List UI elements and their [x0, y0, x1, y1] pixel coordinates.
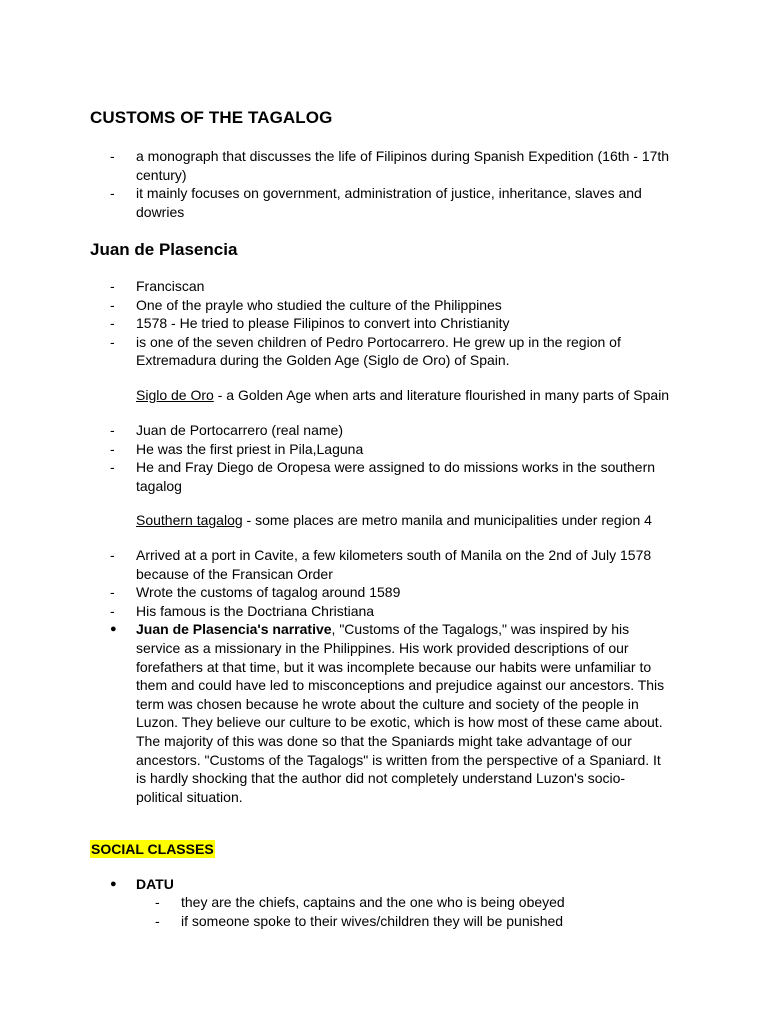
author-facts-list-2 [110, 421, 670, 495]
note-siglo-de-oro: Siglo de Oro - a Golden Age when arts and literature flourished in many parts of Spain [136, 387, 670, 403]
list-item: - if someone spoke to their wives/children they will be punished [155, 913, 564, 929]
list-item: - One of the prayle who studied the culture of the Philippines [110, 296, 502, 313]
list-item: - Wrote the customs of tagalog around 1589 [110, 584, 401, 601]
section-title-social-classes: SOCIAL CLASSES [91, 841, 214, 857]
bullet-icon: ● [110, 878, 117, 890]
note-term: Southern tagalog [136, 512, 243, 528]
list-item: - Arrived at a port in Cavite, a few kilometers south of Manila on the 2nd of July 1578 because of the Fransican Order [110, 547, 652, 582]
narrative-paragraph: ● Juan de Plasencia's narrative, "Customs of the Tagalogs," was inspired by his service as a missionary in the Philippines. His work provided descriptions of our forefathers at that time, but it was incomplete because our habits were unfamiliar to them and could have led to misconceptions and prejudice against our ancestors. This term was chosen because he wrote about the culture and society of the people in Luzon. They believe our culture to be exotic, which is how most of these came about. The majority of this was done so that the Spaniards might take advantage of our ancestors. "Customs of the Tagalogs" is written from the perspective of a Spaniard. It is hardly shocking that the author did not completely understand Luzon's socio-political situation. [110, 621, 665, 805]
author-heading: Juan de Plasencia [90, 240, 238, 259]
note-southern-tagalog: Southern tagalog - some places are metro manila and municipalities under region 4 [136, 512, 652, 528]
list-item: - He was the first priest in Pila,Laguna [110, 440, 364, 457]
document-title: CUSTOMS OF THE TAGALOG [90, 108, 333, 127]
list-item: - is one of the seven children of Pedro Portocarrero. He grew up in the region of Extremadura during the Golden Age (Siglo de Oro) of Spain. [110, 333, 621, 369]
bullet-icon: ● [110, 623, 117, 636]
list-item [110, 875, 670, 894]
list-item: - it mainly focuses on government, administration of justice, inheritance, slaves and dowries [110, 185, 642, 220]
list-item: - Juan de Portocarrero (real name) [110, 422, 343, 438]
list-item: - Franciscan [110, 278, 205, 294]
list-item: - a monograph that discusses the life of Filipinos during Spanish Expedition (16th - 17th century) [110, 148, 670, 183]
list-item: - they are the chiefs, captains and the one who is being obeyed [155, 894, 565, 910]
list-item: - His famous is the Doctriana Christiana [110, 602, 375, 619]
note-term: Siglo de Oro [136, 387, 214, 403]
datu-points-list [155, 893, 675, 931]
author-facts-list-3 [110, 546, 670, 806]
social-classes-list [110, 875, 670, 894]
list-item: - 1578 - He tried to please Filipinos to convert into Christianity [110, 315, 510, 332]
class-label-datu: DATU [136, 876, 174, 892]
author-facts-list [110, 277, 670, 370]
list-item: - He and Fray Diego de Oropesa were assigned to do missions works in the southern tagalog [110, 459, 656, 494]
intro-list [110, 147, 670, 221]
